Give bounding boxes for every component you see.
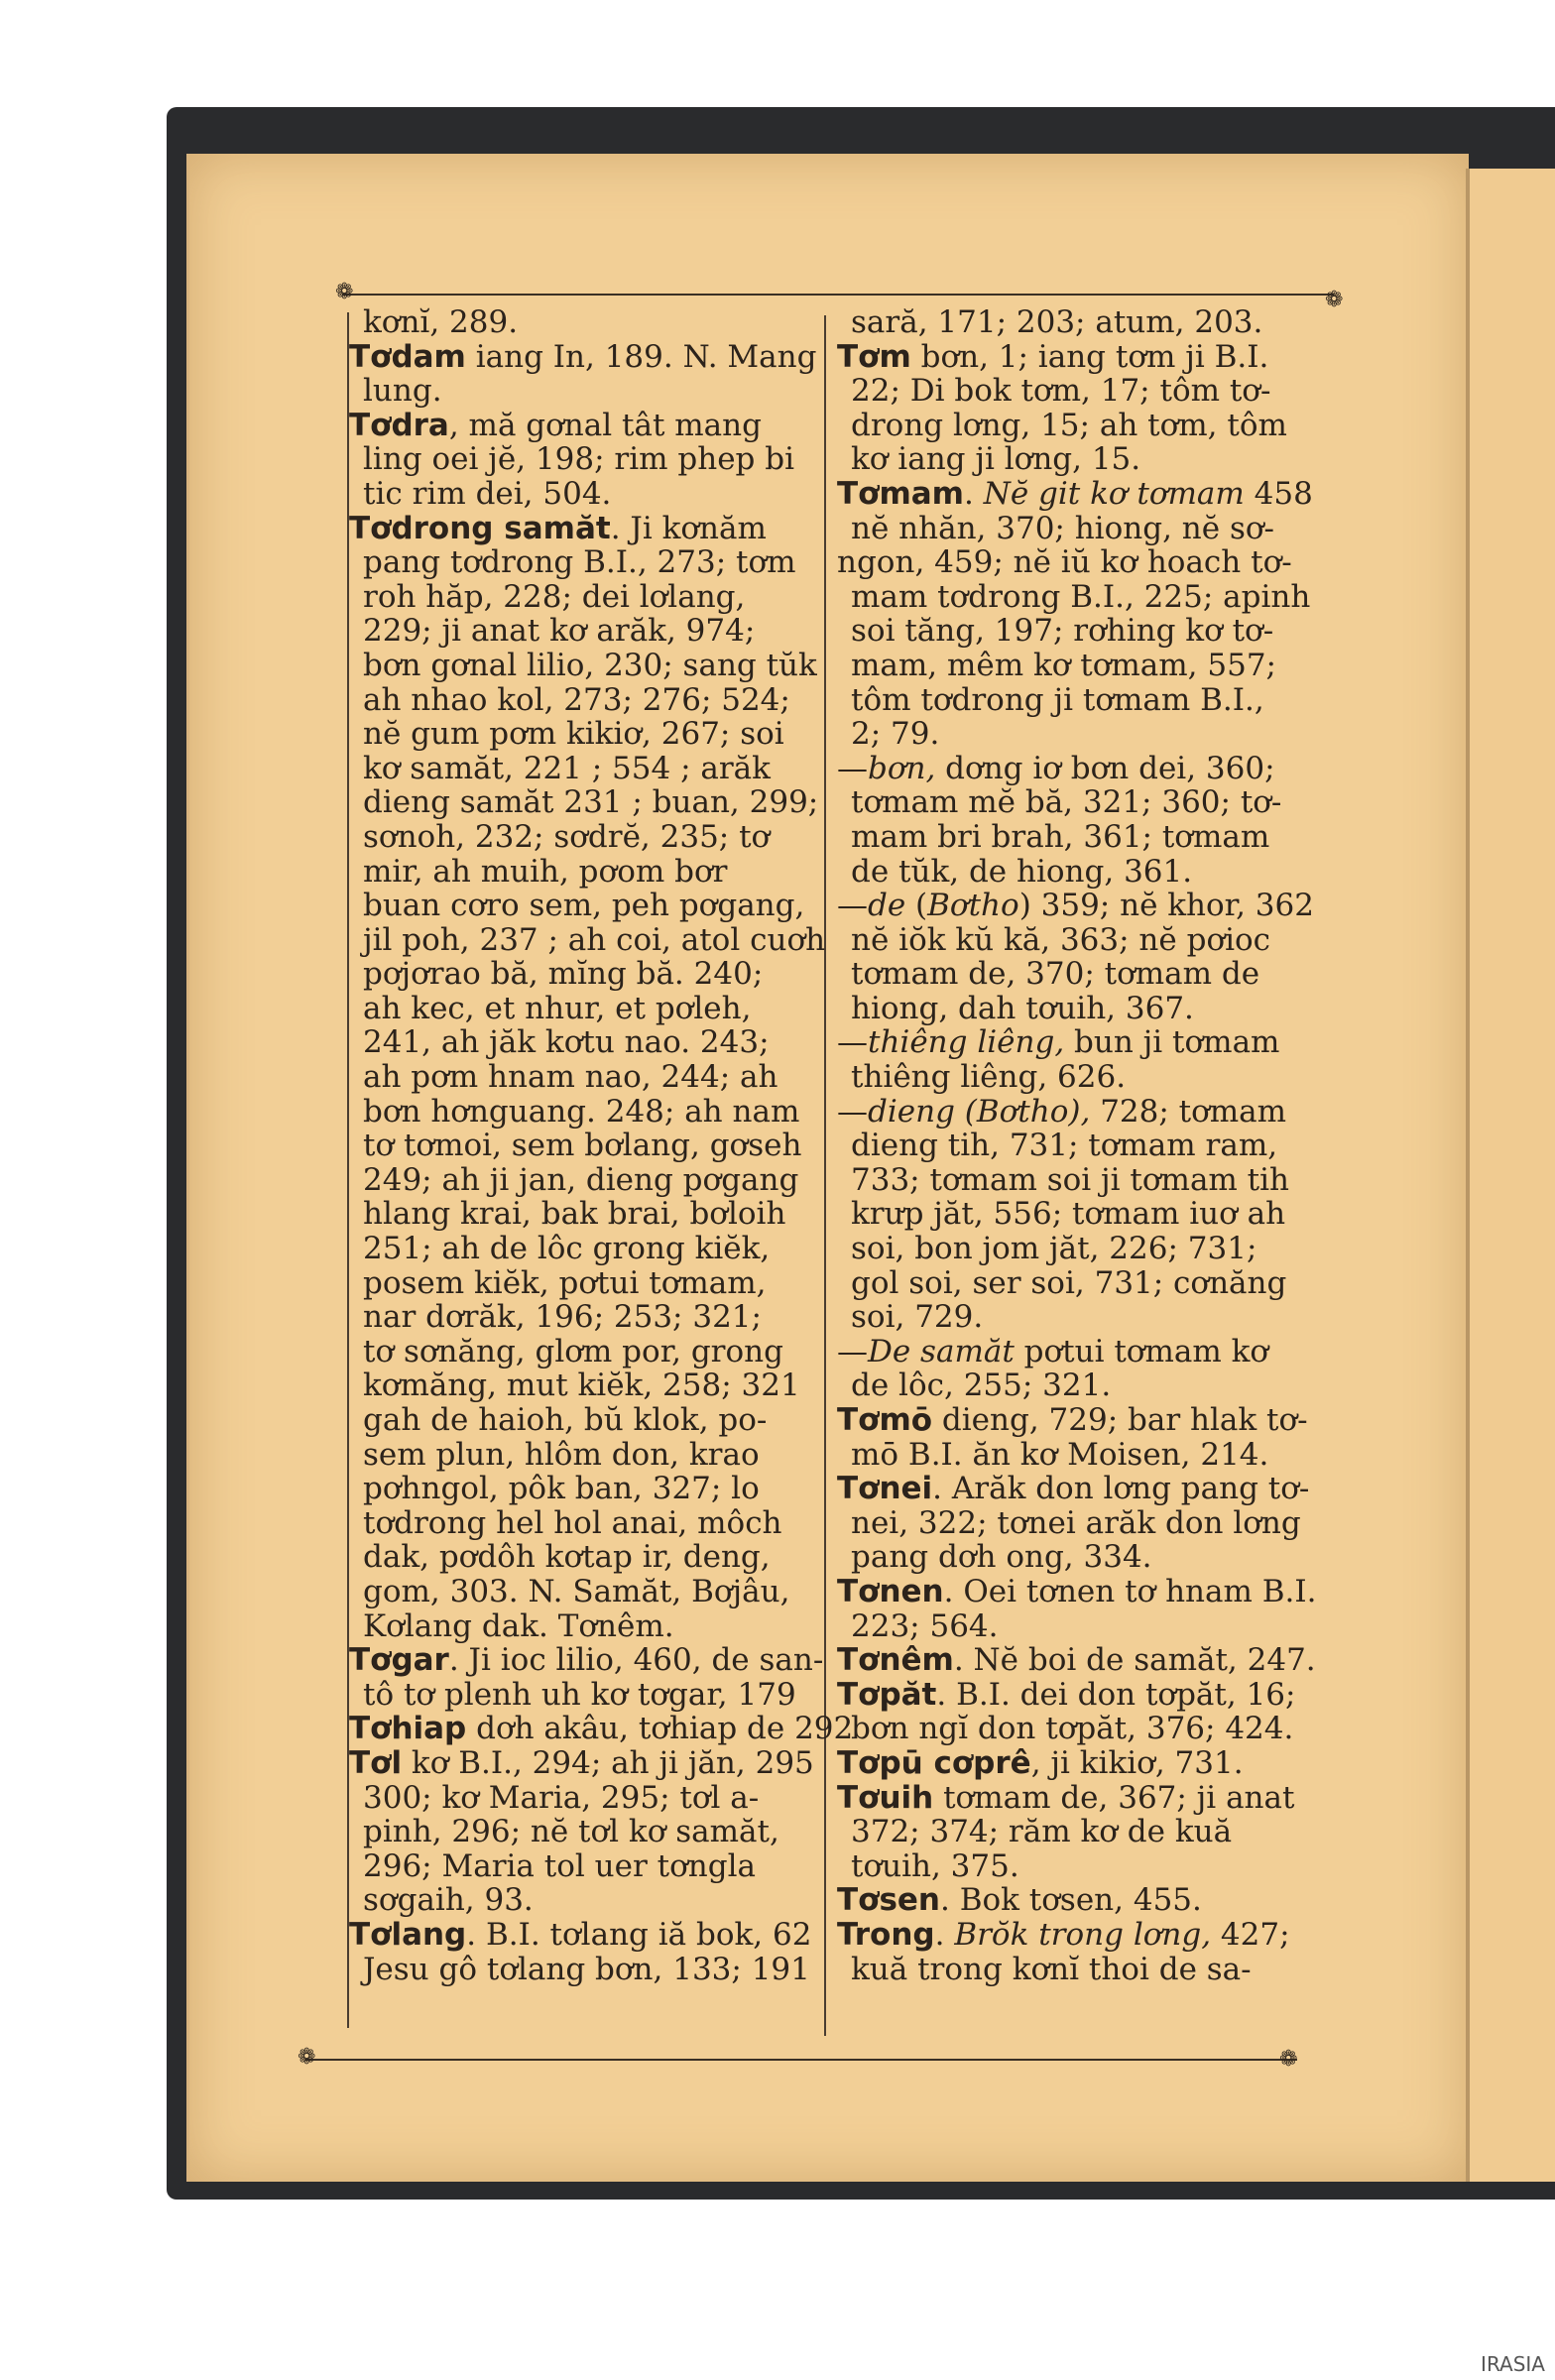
entry-text: nĕ gum pơm kikiơ, 267; soi — [363, 716, 784, 753]
right-column — [815, 305, 1323, 1986]
text-line — [327, 512, 823, 546]
text-line — [327, 1095, 823, 1130]
text-line — [327, 752, 823, 786]
text-line — [815, 752, 1323, 786]
entry-text: hiong, dah tơuih, 367. — [851, 990, 1194, 1026]
ornament-icon: ❁ — [1279, 2047, 1298, 2072]
text-line — [815, 545, 1323, 580]
text-line — [327, 1643, 823, 1678]
entry-text: tơmam mĕ bă, 321; 360; tơ- — [851, 784, 1282, 821]
text-line — [815, 649, 1323, 683]
text-line — [327, 442, 823, 477]
entry-text: de — [868, 888, 906, 924]
text-line — [815, 1095, 1323, 1130]
text-line — [815, 1232, 1323, 1266]
text-line — [815, 512, 1323, 546]
entry-text: tơuih, 375. — [851, 1847, 1019, 1884]
entry-text: dieng tih, 731; tơmam ram, — [851, 1128, 1278, 1164]
entry-text: pang tơdrong B.I., 273; tơm — [363, 544, 796, 581]
entry-text: . — [963, 475, 984, 512]
entry-text: 458 — [1244, 475, 1313, 512]
entry-text: . Oei tơnen tơ hnam B.I. — [943, 1573, 1317, 1609]
entry-text: krưp jăt, 556; tơmam iuơ ah — [851, 1196, 1286, 1233]
entry-text: kơ samăt, 221 ; 554 ; arăk — [363, 750, 771, 786]
ornament-icon: ❁ — [298, 2045, 316, 2070]
text-line — [815, 1746, 1323, 1781]
text-line — [327, 855, 823, 890]
text-line — [815, 1335, 1323, 1369]
text-line — [815, 1643, 1323, 1678]
text-line — [327, 1472, 823, 1506]
text-line — [815, 477, 1323, 512]
text-line — [815, 1781, 1323, 1816]
text-line — [815, 889, 1323, 923]
text-line — [327, 1232, 823, 1266]
entry-text: — — [837, 888, 868, 924]
text-line — [327, 992, 823, 1026]
text-line — [327, 889, 823, 923]
entry-headword: Tơdra — [349, 407, 449, 443]
text-line — [815, 855, 1323, 890]
left-column — [327, 304, 854, 1987]
text-line — [815, 442, 1323, 477]
entry-text: bơn gơnal lilio, 230; sang tŭk — [363, 647, 817, 683]
text-line — [815, 1678, 1323, 1713]
entry-text: — — [837, 750, 868, 786]
entry-text: ah nhao kol, 273; 276; 524; — [363, 681, 790, 718]
text-line — [815, 1540, 1323, 1575]
entry-text: lung. — [363, 373, 442, 410]
entry-text: soi tăng, 197; rơhing kơ tơ- — [851, 613, 1274, 650]
entry-text: kuă trong kơnĭ thoi de sa- — [851, 1951, 1252, 1987]
text-line — [327, 1197, 823, 1232]
entry-text: de lôc, 255; 321. — [851, 1368, 1112, 1404]
entry-text: sară, 171; 203; atum, 203. — [851, 304, 1263, 340]
text-line — [327, 1335, 823, 1369]
text-line — [815, 1918, 1323, 1953]
ornament-icon: ❁ — [1325, 288, 1344, 312]
entry-text: dơng iơ bơn dei, 360; — [935, 750, 1275, 786]
entry-text: 2; 79. — [851, 716, 940, 753]
text-line — [327, 649, 823, 683]
entry-text: jil poh, 237 ; ah coi, atol cuơh — [363, 921, 826, 958]
entry-text: 733; tơmam soi ji tơmam tih — [851, 1161, 1290, 1198]
text-line — [815, 1129, 1323, 1163]
text-line — [327, 921, 826, 958]
text-line — [815, 1197, 1323, 1232]
ornament-icon: ❁ — [335, 280, 354, 304]
entry-text: . — [934, 1916, 955, 1953]
text-line — [815, 683, 1323, 718]
entry-text: nĕ iŏk kŭ kă, 363; nĕ pơioc — [851, 921, 1271, 958]
text-line — [327, 1506, 823, 1541]
entry-text: kơnĭ, 289. — [363, 304, 519, 340]
text-line — [815, 957, 1323, 992]
text-line — [815, 374, 1323, 409]
text-line — [327, 374, 823, 409]
entry-text: 372; 374; răm kơ de kuă — [851, 1814, 1233, 1850]
top-rule — [342, 294, 1334, 296]
entry-text: Brŏk trong lơng, — [954, 1916, 1212, 1953]
entry-headword: Tơmam — [837, 475, 964, 512]
entry-text: — — [837, 1093, 868, 1130]
entry-text: gol soi, ser soi, 731; cơnăng — [851, 1264, 1287, 1301]
entry-text: bơn, 1; iang tơm ji B.I. — [910, 338, 1269, 375]
entry-text: . Bok tơsen, 455. — [940, 1882, 1202, 1919]
entry-text: 249; ah ji jan, dieng pơgang — [363, 1161, 799, 1198]
entry-headword: Trong — [837, 1916, 935, 1953]
entry-text: tơ sơnăng, glơm por, grong — [363, 1333, 783, 1369]
entry-text: de tŭk, de hiong, 361. — [851, 853, 1193, 890]
entry-text: dak, pơdôh kơtap ir, deng, — [363, 1539, 771, 1576]
text-line — [815, 340, 1323, 375]
text-line — [327, 820, 823, 855]
text-line — [815, 1403, 1323, 1438]
text-line — [815, 1883, 1323, 1918]
text-line — [815, 409, 1323, 443]
entry-text: thiêng liêng, 626. — [851, 1059, 1127, 1096]
text-line — [327, 1918, 823, 1953]
text-line — [815, 1025, 1323, 1060]
text-line — [327, 614, 823, 649]
entry-headword: Tơnei — [837, 1471, 933, 1507]
entry-text: pơtui tơmam kơ — [1014, 1333, 1269, 1369]
entry-text: mam tơdrong B.I., 225; apinh — [851, 578, 1311, 615]
entry-text: 22; Di bok tơm, 17; tôm tơ- — [851, 373, 1271, 410]
entry-text: hlang krai, bak brai, bơloih — [363, 1196, 786, 1233]
entry-text: mam, mêm kơ tơmam, 557; — [851, 647, 1276, 683]
entry-text: dơh akâu, tơhiap de 292 — [466, 1711, 854, 1747]
text-line — [327, 1711, 854, 1747]
text-line — [327, 477, 823, 512]
entry-text: nar dơrăk, 196; 253; 321; — [363, 1299, 762, 1336]
entry-text: tơmam de, 367; ji anat — [933, 1779, 1295, 1816]
entry-text: bun ji tơmam — [1064, 1024, 1280, 1061]
text-line — [815, 717, 1323, 752]
text-line — [815, 923, 1323, 958]
entry-text: dieng samăt 231 ; buan, 299; — [363, 784, 819, 821]
text-line — [815, 1368, 1323, 1403]
text-line — [815, 1609, 1323, 1644]
text-line — [815, 1163, 1323, 1198]
text-line — [327, 1746, 823, 1781]
entry-text: mō B.I. ăn kơ Moisen, 214. — [851, 1436, 1269, 1473]
entry-text: bơn hơnguang. 248; ah nam — [363, 1093, 800, 1130]
text-line — [815, 1060, 1323, 1095]
entry-text: . B.I. dei don tơpăt, 16; — [936, 1676, 1296, 1713]
entry-text: pơhngol, pôk ban, 327; lo — [363, 1471, 760, 1507]
text-line — [327, 1953, 823, 1987]
entry-text: tơmam de, 370; tơmam de — [851, 956, 1260, 993]
entry-text: nei, 322; tơnei arăk don lơng — [851, 1504, 1301, 1541]
entry-text: buan cơro sem, peh pơgang, — [363, 888, 805, 924]
entry-text: 223; 564. — [851, 1607, 999, 1644]
text-line — [327, 1575, 823, 1609]
entry-text: 300; kơ Maria, 295; tơl a- — [363, 1779, 760, 1816]
text-line — [327, 1163, 823, 1198]
entry-text: kơ iang ji lơng, 15. — [851, 441, 1141, 478]
watermark: IRASIA — [1481, 2352, 1545, 2376]
entry-text: . Nĕ boi de samăt, 247. — [953, 1642, 1316, 1679]
entry-headword: Tơdrong samăt — [349, 510, 611, 546]
text-line — [327, 1678, 823, 1713]
entry-headword: Tơhiap — [349, 1711, 467, 1747]
entry-text: thiêng liêng, — [868, 1024, 1065, 1061]
entry-headword: Tơdam — [349, 338, 466, 375]
text-line — [327, 1129, 823, 1163]
entry-text: 728; tơmam — [1090, 1093, 1287, 1130]
entry-text: 229; ji anat kơ arăk, 974; — [363, 613, 756, 650]
entry-text: — — [837, 1024, 868, 1061]
entry-text: gom, 303. N. Samăt, Bơjâu, — [363, 1573, 790, 1609]
text-line — [327, 1403, 823, 1438]
text-line — [327, 340, 823, 375]
entry-text: bơn ngĭ don tơpăt, 376; 424. — [851, 1711, 1294, 1747]
entry-text: Jesu gô tơlang bơn, 133; 191 — [363, 1951, 810, 1987]
entry-text: tơdrong hel hol anai, môch — [363, 1504, 782, 1541]
entry-headword: Tơpăt — [837, 1676, 937, 1713]
entry-text: pang dơh ong, 334. — [851, 1539, 1152, 1576]
text-line — [327, 409, 823, 443]
entry-text: . Ji kơnăm — [610, 510, 767, 546]
entry-text: gah de haioh, bŭ klok, po- — [363, 1402, 768, 1438]
text-line — [327, 1300, 823, 1335]
entry-text: kơmăng, mut kiĕk, 258; 321 — [363, 1368, 800, 1404]
text-line — [327, 1815, 823, 1849]
entry-text: sơnoh, 232; sơdrĕ, 235; tơ — [363, 818, 771, 855]
text-line — [327, 1025, 823, 1060]
entry-text: — — [837, 1333, 868, 1369]
text-line — [327, 1540, 823, 1575]
entry-text: tic rim dei, 504. — [363, 475, 612, 512]
entry-headword: Tơm — [837, 338, 911, 375]
entry-text: drong lơng, 15; ah tơm, tôm — [851, 407, 1287, 443]
text-line — [327, 580, 823, 615]
text-line — [815, 580, 1323, 615]
entry-text: ( — [905, 888, 928, 924]
text-line — [327, 1609, 823, 1644]
text-line — [327, 1883, 823, 1918]
entry-headword: Tơnêm — [837, 1642, 954, 1679]
text-line — [815, 820, 1323, 855]
text-line — [815, 1849, 1323, 1884]
entry-text: tôm tơdrong ji tơmam B.I., — [851, 681, 1264, 718]
text-line — [815, 1266, 1323, 1301]
entry-text: tô tơ plenh uh kơ tơgar, 179 — [363, 1676, 796, 1713]
text-line — [815, 1953, 1323, 1987]
text-line — [327, 785, 823, 820]
entry-text: sơgaih, 93. — [363, 1882, 534, 1919]
entry-text: , ji kikiơ, 731. — [1030, 1744, 1244, 1781]
text-line — [815, 1506, 1323, 1541]
entry-text: 296; Maria tol uer tơngla — [363, 1847, 756, 1884]
entry-text: soi, bon jom jăt, 226; 731; — [851, 1231, 1257, 1267]
facing-page-edge — [1466, 169, 1555, 2182]
entry-text: ah kec, et nhur, et pơleh, — [363, 990, 752, 1026]
entry-text: pơjơrao bă, mĭng bă. 240; — [363, 956, 764, 993]
entry-text: . B.I. tơlang iă bok, 62 — [466, 1916, 812, 1953]
text-line — [327, 1368, 823, 1403]
entry-text: 427; — [1211, 1916, 1290, 1953]
entry-headword: Tơgar — [349, 1642, 449, 1679]
entry-text: mam bri brah, 361; tơmam — [851, 818, 1270, 855]
entry-text: sem plun, hlôm don, krao — [363, 1436, 760, 1473]
text-line — [327, 305, 823, 340]
entry-text: dieng, 729; bar hlak tơ- — [932, 1402, 1308, 1438]
entry-text: iang In, 189. N. Mang — [465, 338, 817, 375]
entry-text: soi, 729. — [851, 1299, 984, 1336]
entry-text: , mă gơnal tât mang — [448, 407, 762, 443]
entry-text: nĕ nhăn, 370; hiong, nĕ sơ- — [851, 510, 1274, 546]
entry-headword: Tơl — [349, 1744, 403, 1781]
entry-text: Nĕ git kơ tơmam — [983, 475, 1245, 512]
entry-text: ngon, 459; nĕ iŭ kơ hoach tơ- — [837, 544, 1292, 581]
text-line — [327, 683, 823, 718]
text-line — [815, 1712, 1323, 1746]
entry-text: pinh, 296; nĕ tơl kơ samăt, — [363, 1814, 779, 1850]
text-line — [815, 1438, 1323, 1473]
text-line — [327, 1266, 823, 1301]
entry-text: tơ tơmoi, sem bơlang, gơseh — [363, 1128, 802, 1164]
entry-text: ah pơm hnam nao, 244; ah — [363, 1059, 778, 1096]
text-line — [327, 957, 823, 992]
text-line — [327, 1849, 823, 1884]
text-line — [327, 1438, 823, 1473]
bottom-rule — [305, 2059, 1297, 2061]
text-line — [327, 717, 823, 752]
text-line — [815, 305, 1323, 340]
entry-text: 241, ah jăk kơtu nao. 243; — [363, 1024, 770, 1061]
text-line — [327, 1781, 823, 1816]
text-line — [815, 1815, 1323, 1849]
text-line — [327, 545, 823, 580]
entry-text: . Ji ioc lilio, 460, de san- — [448, 1642, 824, 1679]
entry-text: 251; ah de lôc grong kiĕk, — [363, 1231, 771, 1267]
entry-text: roh hăp, 228; dei lơlang, — [363, 578, 746, 615]
text-line — [815, 614, 1323, 649]
entry-text: ling oei jĕ, 198; rim phep bi — [363, 441, 794, 478]
text-line — [815, 785, 1323, 820]
entry-text: bơn, — [868, 750, 936, 786]
text-line — [327, 1060, 823, 1095]
entry-text: De samăt — [868, 1333, 1015, 1369]
entry-text: Kơlang dak. Tơnêm. — [363, 1607, 674, 1644]
text-line — [815, 1472, 1323, 1506]
entry-text: mir, ah muih, pơom bơr — [363, 853, 728, 890]
entry-text: posem kiĕk, pơtui tơmam, — [363, 1264, 767, 1301]
text-line — [815, 1575, 1323, 1609]
entry-text: dieng (Bơtho), — [868, 1093, 1091, 1130]
entry-headword: Tơlang — [349, 1916, 467, 1953]
entry-headword: Tơpū cơprê — [837, 1744, 1031, 1781]
entry-headword: Tơnen — [837, 1573, 944, 1609]
entry-text: kơ B.I., 294; ah ji jăn, 295 — [402, 1744, 814, 1781]
text-line — [815, 1300, 1323, 1335]
entry-text: . Arăk don lơng pang tơ- — [932, 1471, 1310, 1507]
text-line — [815, 992, 1323, 1026]
entry-headword: Tơmō — [837, 1402, 933, 1438]
entry-text: Bơtho — [927, 888, 1019, 924]
entry-headword: Tơuih — [837, 1779, 934, 1816]
entry-headword: Tơsen — [837, 1882, 940, 1919]
entry-text: ) 359; nĕ khor, 362 — [1018, 888, 1314, 924]
